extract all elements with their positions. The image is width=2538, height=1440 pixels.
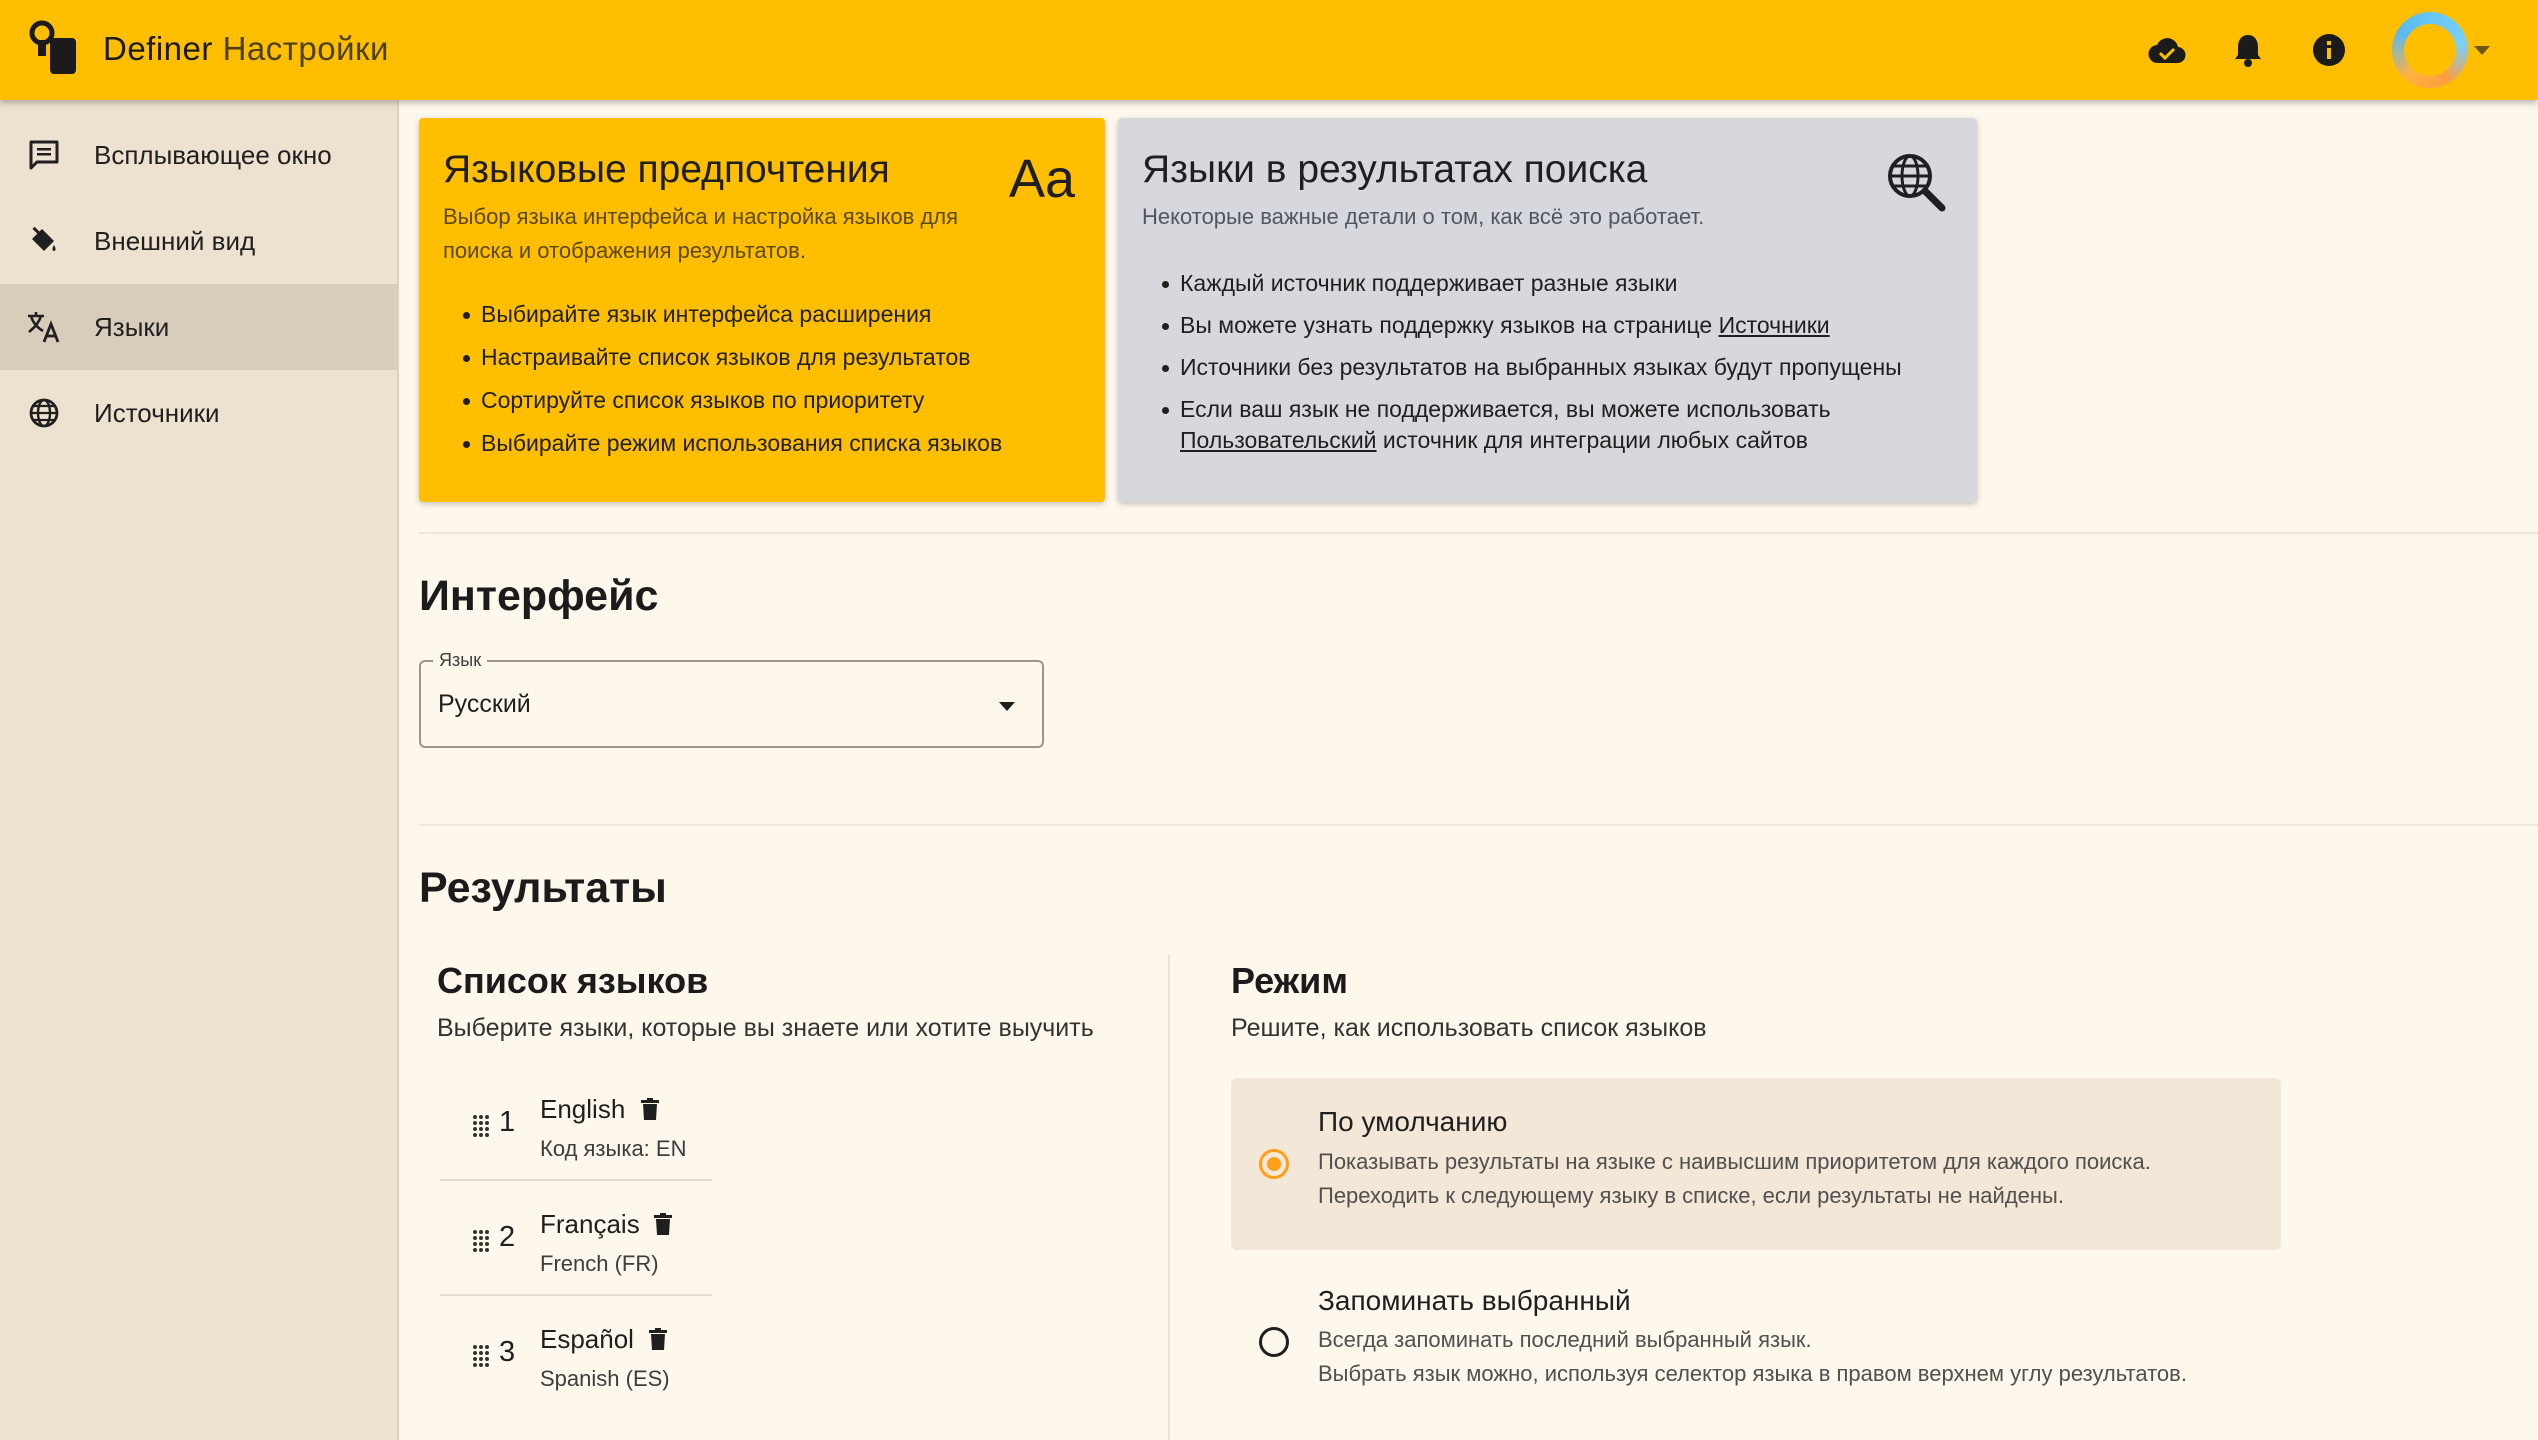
definer-logo-icon <box>28 20 80 76</box>
list-item: Выбирайте режим использования списка языков <box>463 428 1002 459</box>
sources-link[interactable]: Источники <box>1718 312 1830 338</box>
delete-icon[interactable] <box>654 1213 672 1235</box>
priority-number: 1 <box>499 1106 516 1138</box>
language-name: English <box>540 1094 626 1124</box>
font-aa-icon: Aa <box>1009 149 1076 209</box>
priority-number: 2 <box>499 1221 516 1253</box>
section-divider <box>419 824 2538 826</box>
mode-option-desc: Переходить к следующему языку в списке, если результаты не найдены. <box>1318 1183 2064 1208</box>
language-code: Spanish (ES) <box>540 1366 670 1391</box>
mode-option-desc: Выбрать язык можно, используя селектор языка в правом верхнем углу результатов. <box>1318 1361 2187 1386</box>
avatar[interactable] <box>2392 12 2468 88</box>
app-title <box>103 30 389 68</box>
language-name: Français <box>540 1209 640 1239</box>
brand-name: Definer <box>103 30 213 67</box>
sidebar-item-label: Языки <box>94 311 170 342</box>
list-item <box>1162 310 1962 341</box>
sidebar-item-sources[interactable] <box>0 370 397 456</box>
list-item: Настраивайте список языков для результатов <box>463 342 1002 373</box>
sidebar-item-label: Внешний вид <box>94 225 256 256</box>
list-item: Выбирайте язык интерфейса расширения <box>463 299 1002 330</box>
custom-source-link[interactable]: Пользовательский <box>1180 427 1377 453</box>
language-code: Код языка: EN <box>540 1136 687 1161</box>
card-subtitle: Выбор языка интерфейса и настройка языков для поиска и отображения результатов. <box>443 204 959 263</box>
mode-option-desc: Показывать результаты на языке с наивысшим приоритетом для каждого поиска. <box>1318 1149 2151 1174</box>
interface-heading: Интерфейс <box>419 572 659 620</box>
feature-list <box>463 299 1002 471</box>
select-label: Язык <box>433 650 487 671</box>
results-heading: Результаты <box>419 864 667 912</box>
list-item <box>1162 394 1962 456</box>
language-item[interactable] <box>440 1181 712 1296</box>
list-item: Сортируйте список языков по приоритету <box>463 385 1002 416</box>
user-menu[interactable] <box>2388 12 2488 88</box>
mode-option-desc: Всегда запоминать последний выбранный язык. <box>1318 1327 1812 1352</box>
popup-window-icon <box>26 137 62 173</box>
list-item-text: источник для интеграции любых сайтов <box>1376 427 1809 453</box>
priority-number: 3 <box>499 1336 516 1368</box>
card-title: Языки в результатах поиска <box>1142 148 1648 191</box>
sidebar <box>0 100 399 1440</box>
list-item: Каждый источник поддерживает разные языки <box>1162 268 1962 299</box>
page-name: Настройки <box>222 30 389 67</box>
delete-icon[interactable] <box>649 1328 667 1350</box>
list-item-text: Если ваш язык не поддерживается, вы можете использовать <box>1180 396 1831 422</box>
sidebar-item-appearance[interactable] <box>0 198 397 284</box>
language-item[interactable] <box>440 1066 712 1181</box>
mode-option-title: Запоминать выбранный <box>1318 1285 1631 1316</box>
interface-language-select[interactable] <box>419 650 1044 748</box>
radio-remember[interactable] <box>1259 1327 1289 1357</box>
info-icon[interactable] <box>2309 30 2349 70</box>
mode-option-title: По умолчанию <box>1318 1106 1508 1137</box>
language-item[interactable] <box>440 1296 712 1411</box>
mode-desc: Решите, как использовать список языков <box>1231 1014 1707 1042</box>
delete-icon[interactable] <box>641 1098 659 1120</box>
language-name: Español <box>540 1324 634 1354</box>
drag-handle-icon[interactable] <box>472 1114 490 1138</box>
paint-bucket-icon <box>26 223 62 259</box>
dropdown-arrow-icon[interactable] <box>999 702 1015 711</box>
language-list-title: Список языков <box>437 960 709 1001</box>
list-item: Источники без результатов на выбранных языках будут пропущены <box>1162 352 1962 383</box>
card-title: Языковые предпочтения <box>443 148 890 191</box>
search-languages-card <box>1118 118 1977 502</box>
sidebar-item-popup[interactable] <box>0 112 397 198</box>
globe-search-icon <box>1884 150 1948 214</box>
section-divider <box>419 532 2538 534</box>
chevron-down-icon[interactable] <box>2474 46 2490 55</box>
select-value: Русский <box>438 690 531 718</box>
translate-icon <box>26 309 62 345</box>
sidebar-item-languages[interactable] <box>0 284 397 370</box>
language-preferences-card <box>419 118 1105 502</box>
drag-handle-icon[interactable] <box>472 1344 490 1368</box>
globe-icon <box>26 395 62 431</box>
sidebar-item-label: Всплывающее окно <box>94 139 332 170</box>
radio-default[interactable] <box>1259 1149 1289 1179</box>
card-subtitle: Некоторые важные детали о том, как всё это работает. <box>1142 204 1705 229</box>
list-item-text: Вы можете узнать поддержку языков на странице <box>1180 312 1719 338</box>
language-list-desc: Выберите языки, которые вы знаете или хотите выучить <box>437 1014 1094 1042</box>
language-code: French (FR) <box>540 1251 659 1276</box>
mode-title: Режим <box>1231 960 1348 1001</box>
bell-icon[interactable] <box>2228 30 2268 70</box>
app-bar <box>0 0 2538 100</box>
column-divider <box>1168 955 1170 1440</box>
sidebar-item-label: Источники <box>94 397 220 428</box>
drag-handle-icon[interactable] <box>472 1229 490 1253</box>
cloud-done-icon[interactable] <box>2147 30 2187 70</box>
info-list <box>1162 268 1962 467</box>
